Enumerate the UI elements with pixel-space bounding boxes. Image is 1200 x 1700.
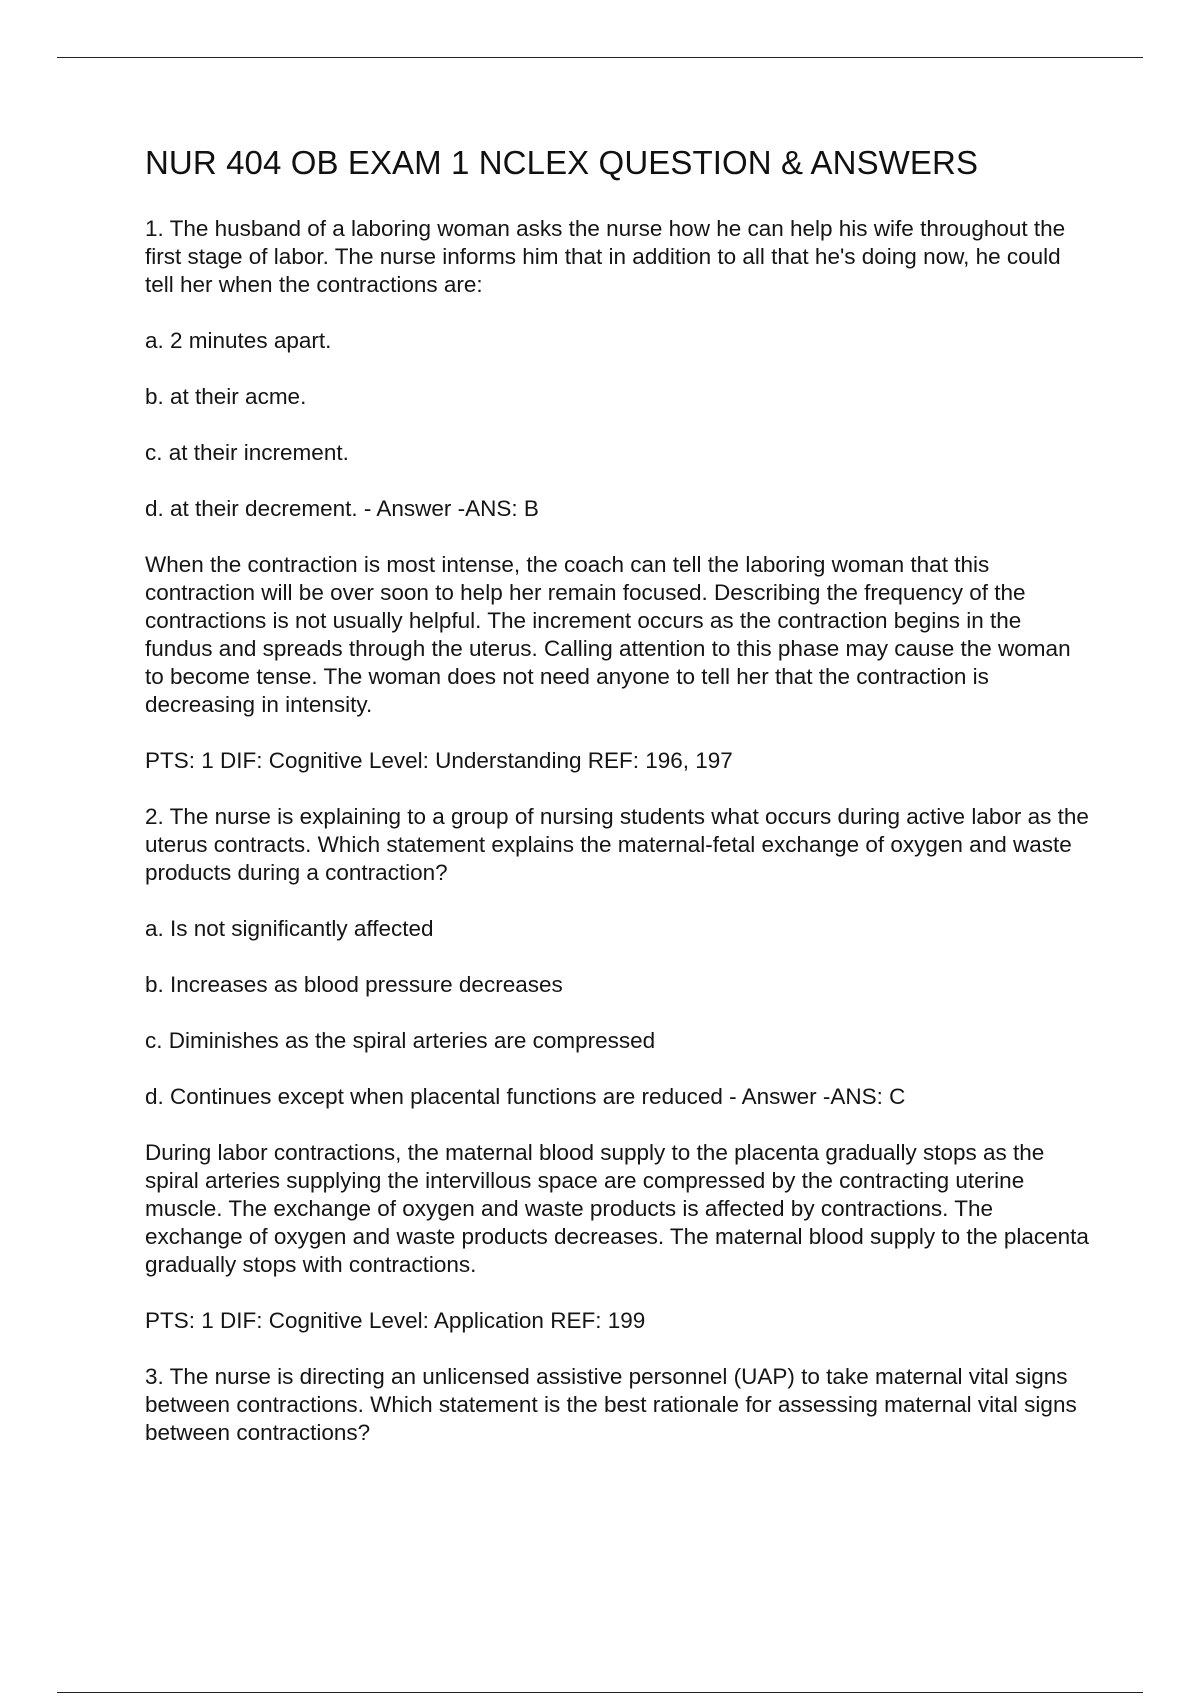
document-body — [145, 143, 1095, 1475]
question-2 — [145, 803, 1095, 1335]
question-meta: PTS: 1 DIF: Cognitive Level: Understanding REF: 196, 197 — [145, 747, 733, 773]
question-stem: 3. The nurse is directing an unlicensed assistive personnel (UAP) to take maternal vital signs between contractions. Which statement is the best rationale for assessing maternal vital signs between contractions? — [145, 1363, 1077, 1445]
answer-option: a. Is not significantly affected — [145, 915, 434, 941]
rationale: During labor contractions, the maternal blood supply to the placenta gradually stops as the spiral arteries supplying the intervillous space are compressed by the contracting uterine muscle. The exchange of oxygen and waste products is affected by contractions. The exchange of oxygen and waste products decreases. The maternal blood supply to the placenta gradually stops with contractions. — [145, 1139, 1089, 1277]
rationale: When the contraction is most intense, the coach can tell the laboring woman that this contraction will be over soon to help her remain focused. Describing the frequency of the contractions is not usually helpful. The increment occurs as the contraction begins in the fundus and spreads through the uterus. Calling attention to this phase may cause the woman to become tense. The woman does not need anyone to tell her that the contraction is decreasing in intensity. — [145, 551, 1071, 717]
answer-option: b. Increases as blood pressure decreases — [145, 971, 563, 997]
question-1 — [145, 215, 1095, 775]
bottom-divider — [57, 1692, 1143, 1693]
question-stem: 2. The nurse is explaining to a group of nursing students what occurs during active labor as the uterus contracts. Which statement explains the maternal-fetal exchange of oxygen and waste products during a contraction? — [145, 803, 1089, 885]
answer-option: b. at their acme. — [145, 383, 307, 409]
question-meta: PTS: 1 DIF: Cognitive Level: Application REF: 199 — [145, 1307, 646, 1333]
answer-option-with-key: d. at their decrement. - Answer -ANS: B — [145, 495, 539, 521]
answer-option: c. Diminishes as the spiral arteries are compressed — [145, 1027, 656, 1053]
answer-option-with-key: d. Continues except when placental functions are reduced - Answer -ANS: C — [145, 1083, 906, 1109]
question-3 — [145, 1363, 1095, 1447]
question-stem: 1. The husband of a laboring woman asks the nurse how he can help his wife throughout the first stage of labor. The nurse informs him that in addition to all that he's doing now, he could tell her when the contractions are: — [145, 215, 1066, 297]
answer-option: a. 2 minutes apart. — [145, 327, 332, 353]
top-divider — [57, 57, 1143, 58]
document-title: NUR 404 OB EXAM 1 NCLEX QUESTION & ANSWERS — [145, 144, 979, 181]
answer-option: c. at their increment. — [145, 439, 349, 465]
